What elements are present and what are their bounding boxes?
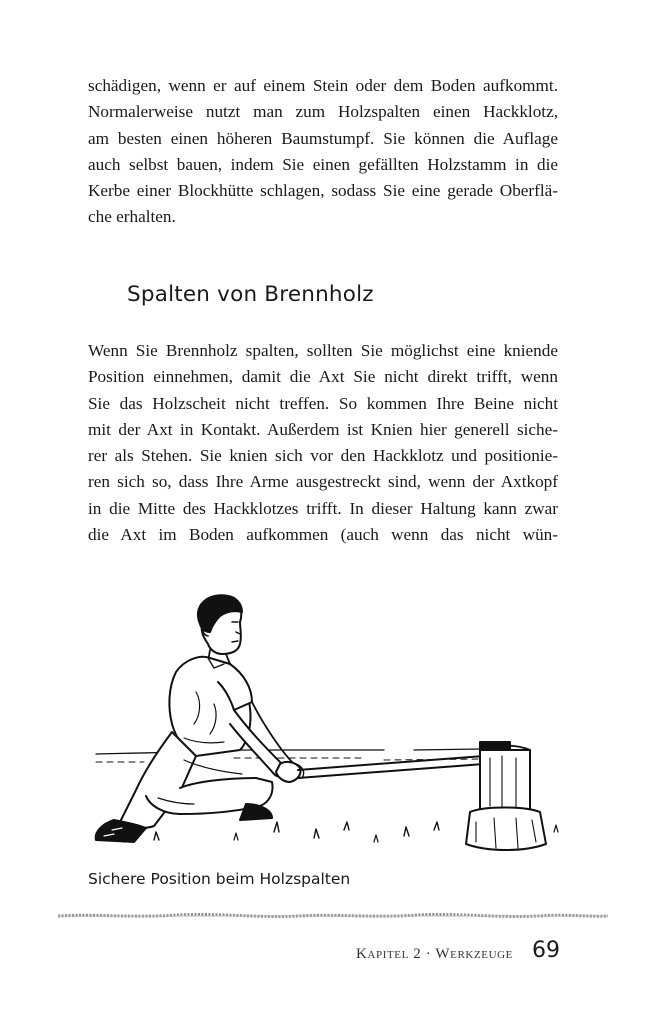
figure-caption: Sichere Position beim Holzspalten [88,870,351,888]
page-number: 69 [532,938,560,963]
running-footer-chapter: Kapitel 2 · Werkzeuge [356,946,513,962]
footer-rule [58,912,608,920]
paragraph-line: Kerbe einer Blockhütte schlagen, sodass Sie eine gerade Oberflä- [88,181,558,201]
paragraph-line: rer als Stehen. Sie knien sich vor den Hackklotz und positionie- [88,446,558,466]
paragraph-line: am besten einen höheren Baumstumpf. Sie können die Auflage [88,128,558,148]
section-heading: Spalten von Brennholz [127,282,374,307]
kneeling-wood-splitting-illustration [84,592,564,862]
paragraph-line: mit der Axt in Kontakt. Außerdem ist Knien hier generell siche- [88,419,558,439]
paragraph-line: Wenn Sie Brennholz spalten, sollten Sie möglichst eine kniende [88,341,558,360]
paragraph-line: in die Mitte des Hackklotzes trifft. In dieser Haltung kann zwar [88,498,558,518]
paragraph-line: die Axt im Boden aufkommen (auch wenn das nicht wün- [88,525,558,545]
body-paragraph-2 [88,338,558,548]
body-paragraph-1 [88,73,558,231]
paragraph-line: Normalerweise nutzt man zum Holzspalten einen Hackklotz, [88,102,558,122]
paragraph-line: Position einnehmen, damit die Axt Sie nicht direkt trifft, wenn [88,367,558,387]
paragraph-line: che erhalten. [88,207,176,227]
paragraph-line: auch selbst bauen, indem Sie einen gefällten Holzstamm in die [88,154,558,174]
paragraph-line: ren sich so, dass Ihre Arme ausgestreckt sind, wenn der Axtkopf [88,472,558,492]
paragraph-line: schädigen, wenn er auf einem Stein oder dem Boden aufkommt. [88,76,558,95]
paragraph-line: Sie das Holzscheit nicht treffen. So kommen Ihre Beine nicht [88,393,558,413]
